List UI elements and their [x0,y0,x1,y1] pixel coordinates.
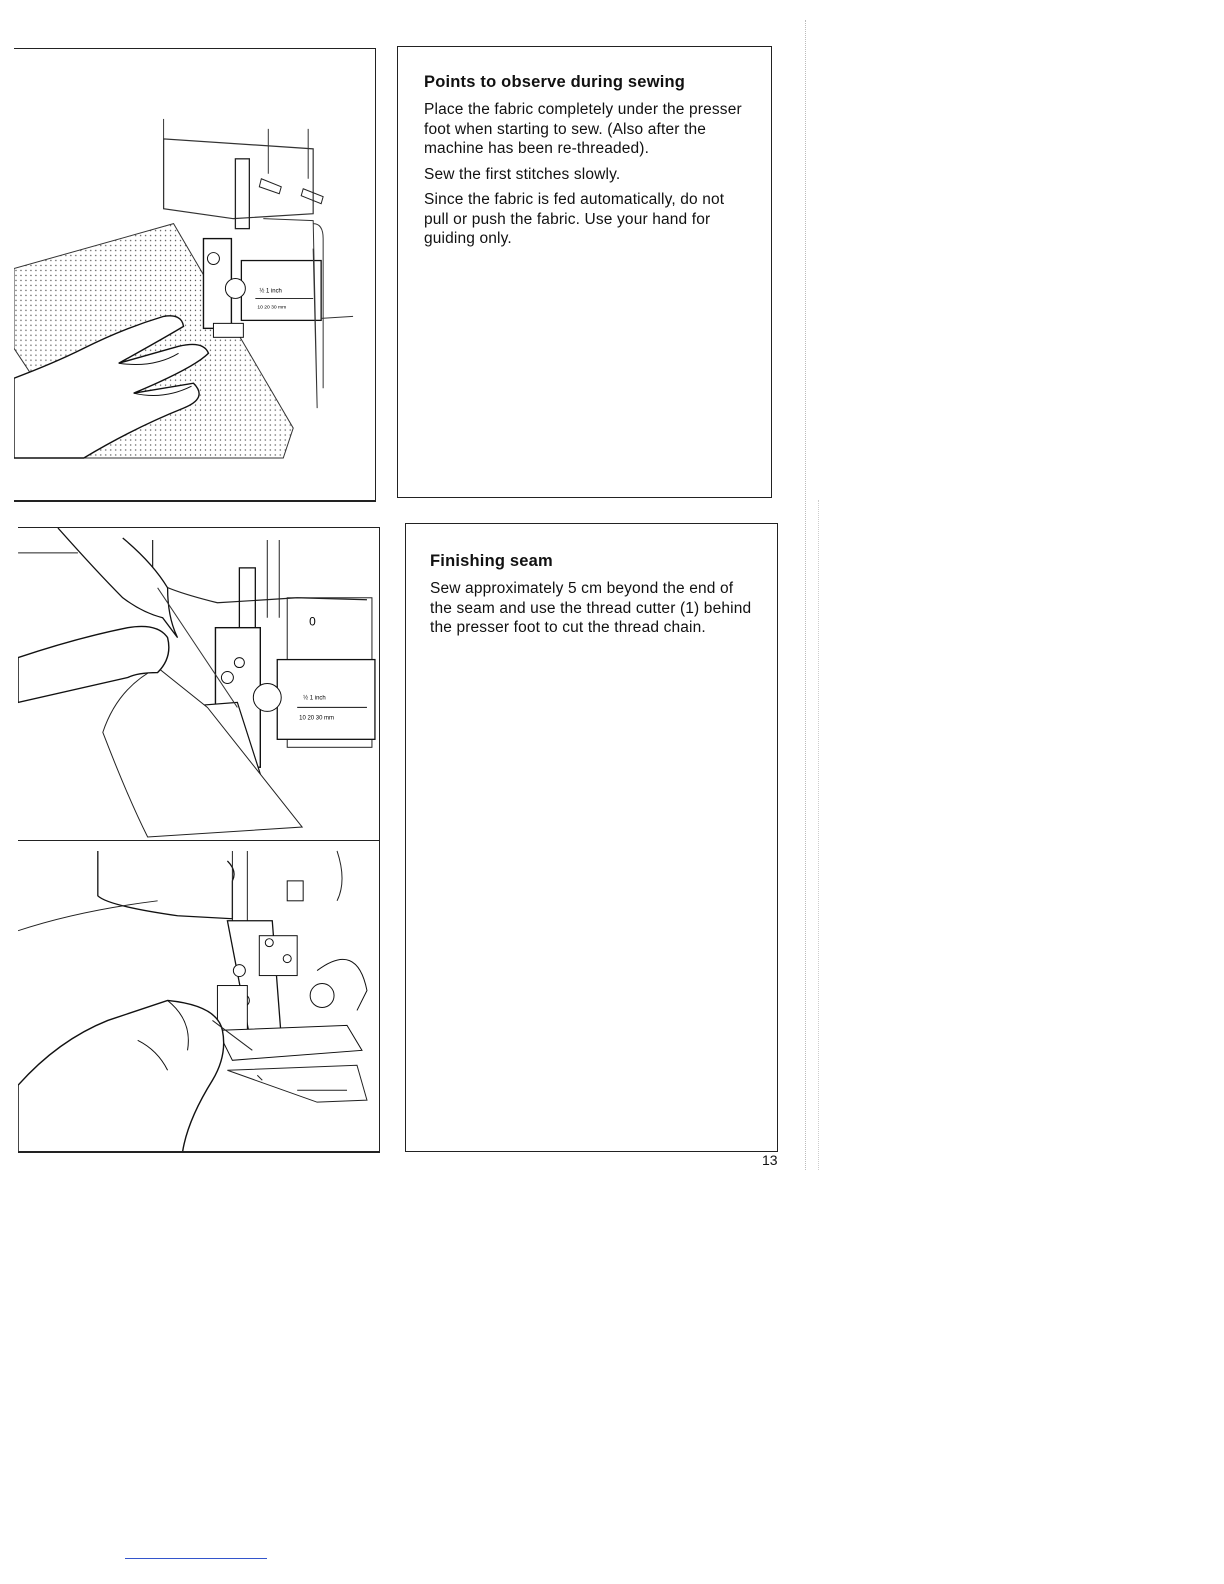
illustration-thread-cutter [18,840,380,1152]
page-edge [818,500,819,1170]
paragraph: Since the fabric is fed automatically, do not pull or push the fabric. Use your hand for guiding only. [424,191,725,247]
scale-top-label: ½ 1 inch [303,695,326,702]
page-edge [805,20,806,1170]
illustration-guiding-fabric [14,48,376,502]
paragraph: Sew approximately 5 cm beyond the end of the seam and use the thread cutter (1) behind the presser foot to cut the thread chain. [430,580,752,636]
text-panel-finishing-seam [405,523,778,1152]
finishing-seam-drawing [18,528,379,842]
footer-line [125,1558,267,1559]
scale-bottom-label: 10 20 30 mm [257,304,287,311]
paragraph: Place the fabric completely under the presser foot when starting to sew. (Also after the machine has been re-threaded). [424,101,742,157]
scale-top-label: ½ 1 inch [259,288,282,295]
section-heading: Points to observe during sewing [424,73,686,91]
marker-label: 0 [309,614,316,629]
section-heading: Finishing seam [430,552,553,570]
separator-line [14,500,376,502]
page-number: 13 [762,1152,778,1168]
thread-cutter-drawing [18,841,379,1152]
paragraph: Sew the first stitches slowly. [424,165,621,183]
separator-line [18,1151,380,1153]
text-panel-points-to-observe [397,46,772,498]
scale-bottom-label: 10 20 30 mm [299,715,335,722]
guiding-fabric-drawing [14,49,375,502]
illustration-finishing-seam [18,527,380,842]
